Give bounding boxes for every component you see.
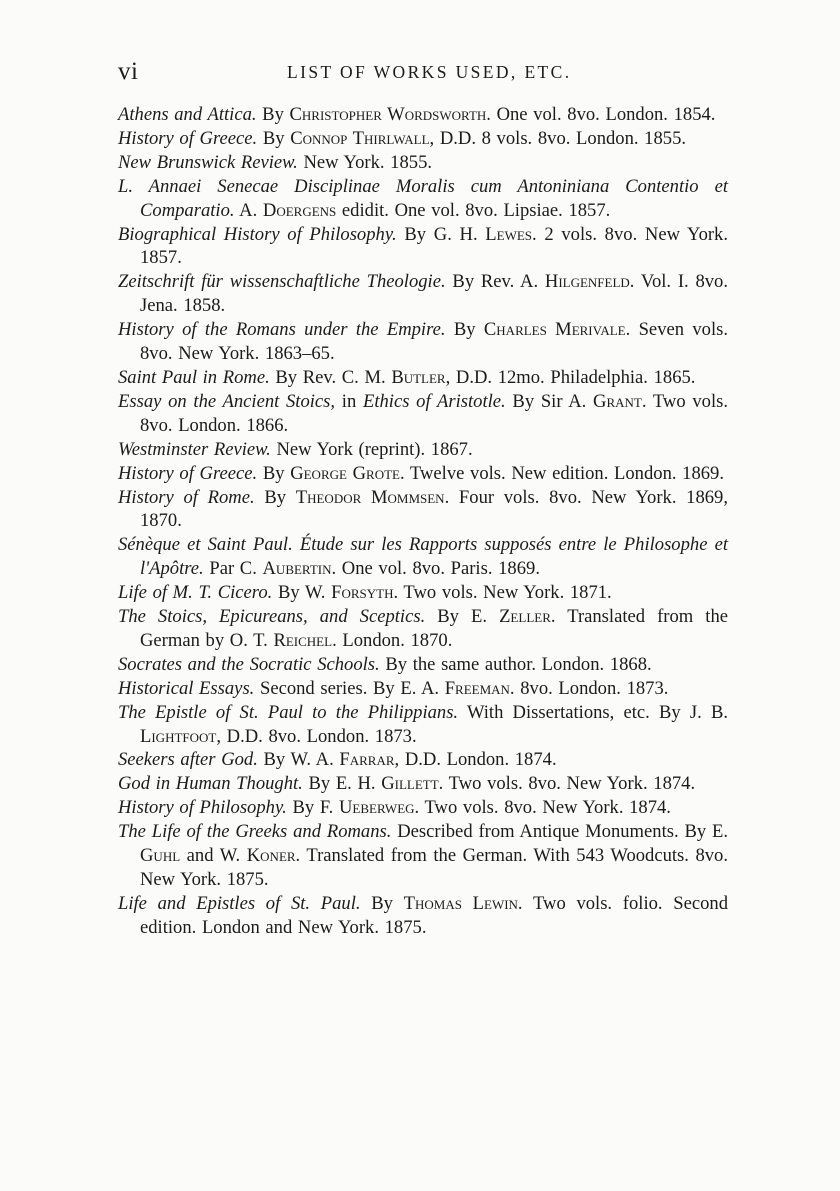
publication-details: , D.D. 8 vols. 8vo. London. 1855. xyxy=(429,127,687,149)
list-item xyxy=(118,486,728,534)
entry-text: By G. H. xyxy=(396,223,486,245)
author-name: Forsyth. xyxy=(331,582,399,604)
entry-text: By xyxy=(360,892,404,914)
author-name: Zeller. xyxy=(499,606,556,628)
list-item xyxy=(118,223,728,271)
list-item xyxy=(118,533,728,581)
author-name: Freeman. xyxy=(444,677,515,699)
author-name: Connop Thirlwall xyxy=(290,127,430,149)
work-title: History of Greece. xyxy=(118,462,258,484)
entry-text: By Rev. A. xyxy=(445,271,545,293)
work-title: Biographical History of Philosophy. xyxy=(118,223,397,245)
running-head: LIST OF WORKS USED, ETC. xyxy=(287,62,572,82)
list-item xyxy=(118,701,728,749)
publication-details: edidit. One vol. 8vo. Lipsiae. 1857. xyxy=(336,199,611,221)
entry-text: New York. 1855. xyxy=(297,151,433,173)
publication-details: , D.D. London. 1874. xyxy=(394,749,557,771)
entry-text: By Sir A. xyxy=(505,390,594,412)
author-name: Guhl xyxy=(140,845,181,867)
author-name: Lewes. xyxy=(485,223,537,245)
list-item xyxy=(118,605,728,653)
work-title-secondary: Ethics of Aristotle. xyxy=(362,390,506,412)
work-title: Sénèque et Saint Paul. Étude sur les Rapports supposés entre le Philosophe et l'Apôtre. xyxy=(118,534,728,580)
entry-text: By W. A. xyxy=(257,749,340,771)
translator-name: Reichel. xyxy=(273,629,337,651)
entry-text: By E. xyxy=(425,606,500,628)
list-item xyxy=(118,175,728,223)
list-item xyxy=(118,653,728,677)
work-title: Life and Epistles of St. Paul. xyxy=(118,892,361,914)
list-item xyxy=(118,820,728,892)
publication-details: Two vols. 8vo. New York. 1874. xyxy=(419,797,671,819)
publication-details: Four vols. 8vo. New York. 1869, 1870. xyxy=(140,486,729,532)
work-title: Athens and Attica. xyxy=(118,104,257,125)
entry-text: and W. xyxy=(180,845,247,867)
list-item xyxy=(118,438,728,462)
work-title: The Epistle of St. Paul to the Philippians. xyxy=(118,701,459,723)
publication-details: Vol. I. 8vo. Jena. 1858. xyxy=(140,271,728,317)
publication-details: Twelve vols. New edition. London. 1869. xyxy=(404,462,725,484)
entry-text: A. xyxy=(234,199,263,221)
work-title: History of Rome. xyxy=(118,486,255,508)
author-name-secondary: Koner. xyxy=(246,845,301,867)
entry-text: Second series. By E. A. xyxy=(254,677,445,699)
publication-details: , D.D. 12mo. Philadelphia. 1865. xyxy=(445,366,696,388)
list-item xyxy=(118,581,728,605)
work-title: Life of M. T. Cicero. xyxy=(118,582,273,604)
entry-text: Translated from the German by O. T. xyxy=(140,606,728,651)
author-name: Farrar xyxy=(339,749,395,771)
work-title: Socrates and the Socratic Schools. xyxy=(118,653,380,675)
entry-text: Par C. xyxy=(203,558,263,580)
publication-details: Two vols. folio. Second edition. London and New York. 1875. xyxy=(140,892,728,938)
work-title: L. Annaei Senecae Disciplinae Moralis cum Antoniniana Contentio et Comparatio. xyxy=(118,175,728,221)
entry-text: By xyxy=(256,104,290,125)
publication-details: One vol. 8vo. London. 1854. xyxy=(490,104,716,125)
work-title: The Life of the Greeks and Romans. xyxy=(118,821,392,843)
list-item xyxy=(118,748,728,772)
author-name: Aubertin. xyxy=(262,558,337,580)
list-item xyxy=(118,366,728,390)
list-item xyxy=(118,677,728,701)
list-item xyxy=(118,151,728,175)
work-title: History of the Romans under the Empire. xyxy=(118,319,446,341)
author-name: Doergens xyxy=(262,199,337,221)
list-item xyxy=(118,462,728,486)
work-title: Historical Essays. xyxy=(118,677,255,699)
publication-details: Two vols. 8vo. London. 1866. xyxy=(140,390,729,436)
entry-text: Described from Antique Monuments. By E. xyxy=(391,821,728,843)
list-item xyxy=(118,796,728,820)
publication-details: Seven vols. 8vo. New York. 1863–65. xyxy=(140,319,728,365)
entry-text: By xyxy=(257,127,291,149)
entry-text: By E. H. xyxy=(302,773,382,795)
list-item xyxy=(118,270,728,318)
work-title: Zeitschrift für wissenschaftliche Theologie. xyxy=(118,271,446,293)
work-title: Essay on the Ancient Stoics, xyxy=(118,390,336,412)
list-item xyxy=(118,892,728,940)
work-title: God in Human Thought. xyxy=(118,773,303,795)
work-title: The Stoics, Epicureans, and Sceptics. xyxy=(118,606,426,628)
entry-text: By xyxy=(257,462,291,484)
work-title: Seekers after God. xyxy=(118,749,258,771)
author-name: Grant. xyxy=(593,390,647,412)
publication-details: Translated from the German. With 543 Woodcuts. 8vo. New York. 1875. xyxy=(140,845,728,890)
author-name: Theodor Mommsen. xyxy=(295,486,450,508)
list-item xyxy=(118,127,728,151)
author-name: Ueberweg. xyxy=(338,797,420,819)
author-name: Gillett. xyxy=(381,773,444,795)
list-item xyxy=(118,318,728,366)
entry-text: in xyxy=(335,390,363,412)
entry-text: By the same author. London. 1868. xyxy=(379,653,652,675)
work-title: Westminster Review. xyxy=(118,438,271,460)
entry-text: By F. xyxy=(286,797,339,819)
author-name: Lightfoot xyxy=(140,725,217,747)
publication-details: 2 vols. 8vo. New York. 1857. xyxy=(140,223,728,269)
author-name: Christopher Wordsworth. xyxy=(289,104,491,125)
list-item xyxy=(118,772,728,796)
author-name: Butler xyxy=(391,366,446,388)
publication-details: , D.D. 8vo. London. 1873. xyxy=(216,725,417,747)
entry-text: By xyxy=(445,319,484,341)
list-item xyxy=(118,103,728,127)
publication-details: One vol. 8vo. Paris. 1869. xyxy=(336,558,540,580)
entry-text: By W. xyxy=(272,582,332,604)
entry-text: New York (reprint). 1867. xyxy=(270,438,473,460)
entry-text: By xyxy=(254,486,296,508)
works-list xyxy=(118,103,728,940)
work-title: History of Philosophy. xyxy=(118,797,287,819)
work-title: Saint Paul in Rome. xyxy=(118,366,270,388)
author-name: Thomas Lewin. xyxy=(403,892,523,914)
author-name: Charles Merivale. xyxy=(483,319,631,341)
publication-details: Two vols. New York. 1871. xyxy=(398,582,612,604)
publication-details: 8vo. London. 1873. xyxy=(514,677,669,699)
page-number: vi xyxy=(118,58,139,85)
work-title: New Brunswick Review. xyxy=(118,151,298,173)
entry-text: With Dissertations, etc. By J. B. xyxy=(458,701,728,723)
work-title: History of Greece. xyxy=(118,127,258,149)
list-item xyxy=(118,390,728,438)
publication-details: Two vols. 8vo. New York. 1874. xyxy=(443,773,696,795)
publication-details: London. 1870. xyxy=(336,629,453,651)
entry-text: By Rev. C. M. xyxy=(269,366,392,388)
author-name: Hilgenfeld. xyxy=(544,271,635,293)
author-name: George Grote. xyxy=(290,462,405,484)
